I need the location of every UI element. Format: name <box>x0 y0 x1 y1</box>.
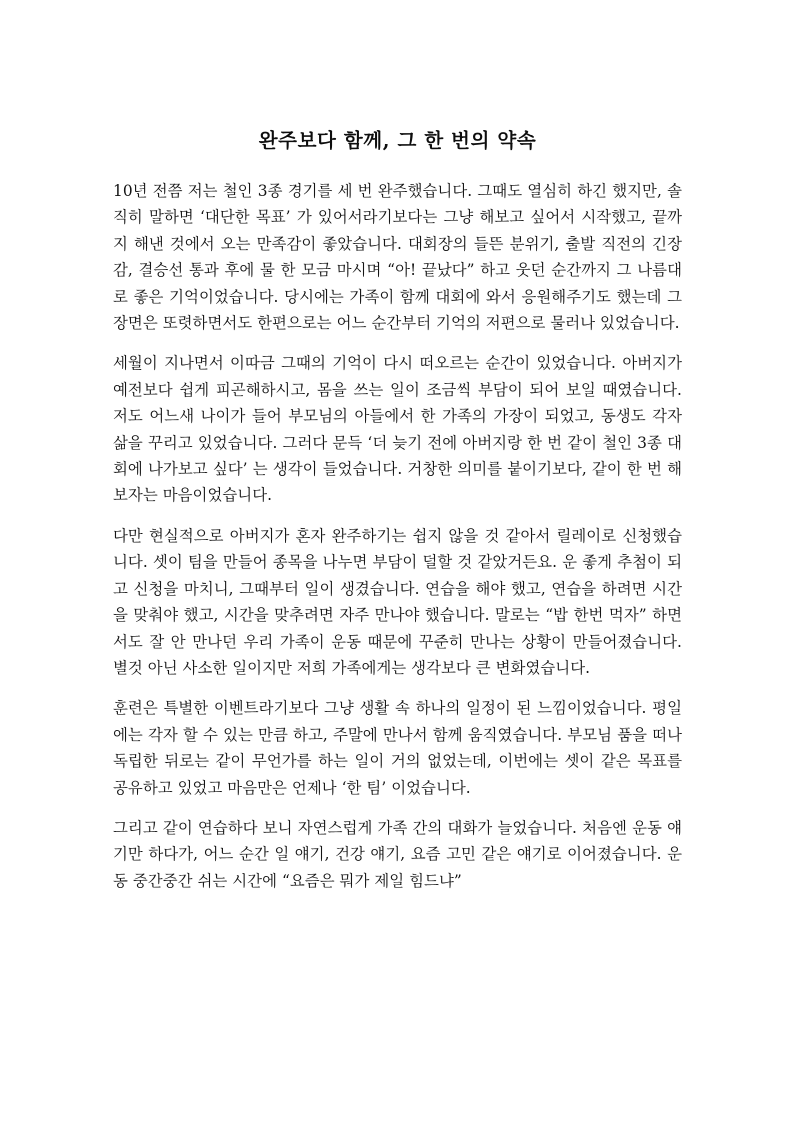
paragraph: 세월이 지나면서 이따금 그때의 기억이 다시 떠오르는 순간이 있었습니다. 아버지가 예전보다 쉽게 피곤해하시고, 몸을 쓰는 일이 조금씩 부담이 되어 보일 때였습니다. 저도 어느새 나이가 들어 부모님의 아들에서 한 가족의 가장이 되었고, 동생도 각자 삶을 꾸리고 있었습니다. 그러다 문득 ‘더 늦기 전에 아버지랑 한 번 같이 철인 3종 대회에 나가보고 싶다’ 는 생각이 들었습니다. 거창한 의미를 붙이기보다, 같이 한 번 해보자는 마음이었습니다. <box>113 354 682 505</box>
paragraph: 10년 전쯤 저는 철인 3종 경기를 세 번 완주했습니다. 그때도 열심히 하긴 했지만, 솔직히 말하면 ‘대단한 목표’ 가 있어서라기보다는 그냥 해보고 싶어서 시작했고, 끝까지 해낸 것에서 오는 만족감이 좋았습니다. 대회장의 들뜬 분위기, 출발 직전의 긴장감, 결승선 통과 후에 물 한 모금 마시며 “아! 끝났다” 하고 웃던 순간까지 그 나름대로 좋은 기억이었습니다. 당시에는 가족이 함께 대회에 와서 응원해주기도 했는데 그 장면은 또렷하면서도 한편으로는 어느 순간부터 기억의 저편으로 물러나 있었습니다. <box>113 182 682 333</box>
document-body <box>113 178 682 894</box>
paragraph: 그리고 같이 연습하다 보니 자연스럽게 가족 간의 대화가 늘었습니다. 처음엔 운동 얘기만 하다가, 어느 순간 일 얘기, 건강 얘기, 요즘 고민 같은 얘기로 이어졌습니다. 운동 중간중간 쉬는 시간에 “요즘은 뭐가 제일 힘드냐” <box>113 818 682 890</box>
paragraph: 다만 현실적으로 아버지가 혼자 완주하기는 쉽지 않을 것 같아서 릴레이로 신청했습니다. 셋이 팀을 만들어 종목을 나누면 부담이 덜할 것 같았거든요. 운 좋게 추첨이 되고 신청을 마치니, 그때부터 일이 생겼습니다. 연습을 해야 했고, 연습을 하려면 시간을 맞춰야 했고, 시간을 맞추려면 자주 만나야 했습니다. 말로는 “밥 한번 먹자” 하면서도 잘 안 만나던 우리 가족이 운동 때문에 꾸준히 만나는 상황이 만들어졌습니다. 별것 아닌 사소한 일이지만 저희 가족에게는 생각보다 큰 변화였습니다. <box>113 526 682 677</box>
page-title: 완주보다 함께, 그 한 번의 약속 <box>258 129 537 152</box>
paragraph: 훈련은 특별한 이벤트라기보다 그냥 생활 속 하나의 일정이 된 느낌이었습니다. 평일에는 각자 할 수 있는 만큼 하고, 주말에 만나서 함께 움직였습니다. 부모님 품을 떠나 독립한 뒤로는 같이 무언가를 하는 일이 거의 없었는데, 이번에는 셋이 같은 목표를 공유하고 있었고 마음만은 언제나 ‘한 팀’ 이었습니다. <box>113 699 682 797</box>
